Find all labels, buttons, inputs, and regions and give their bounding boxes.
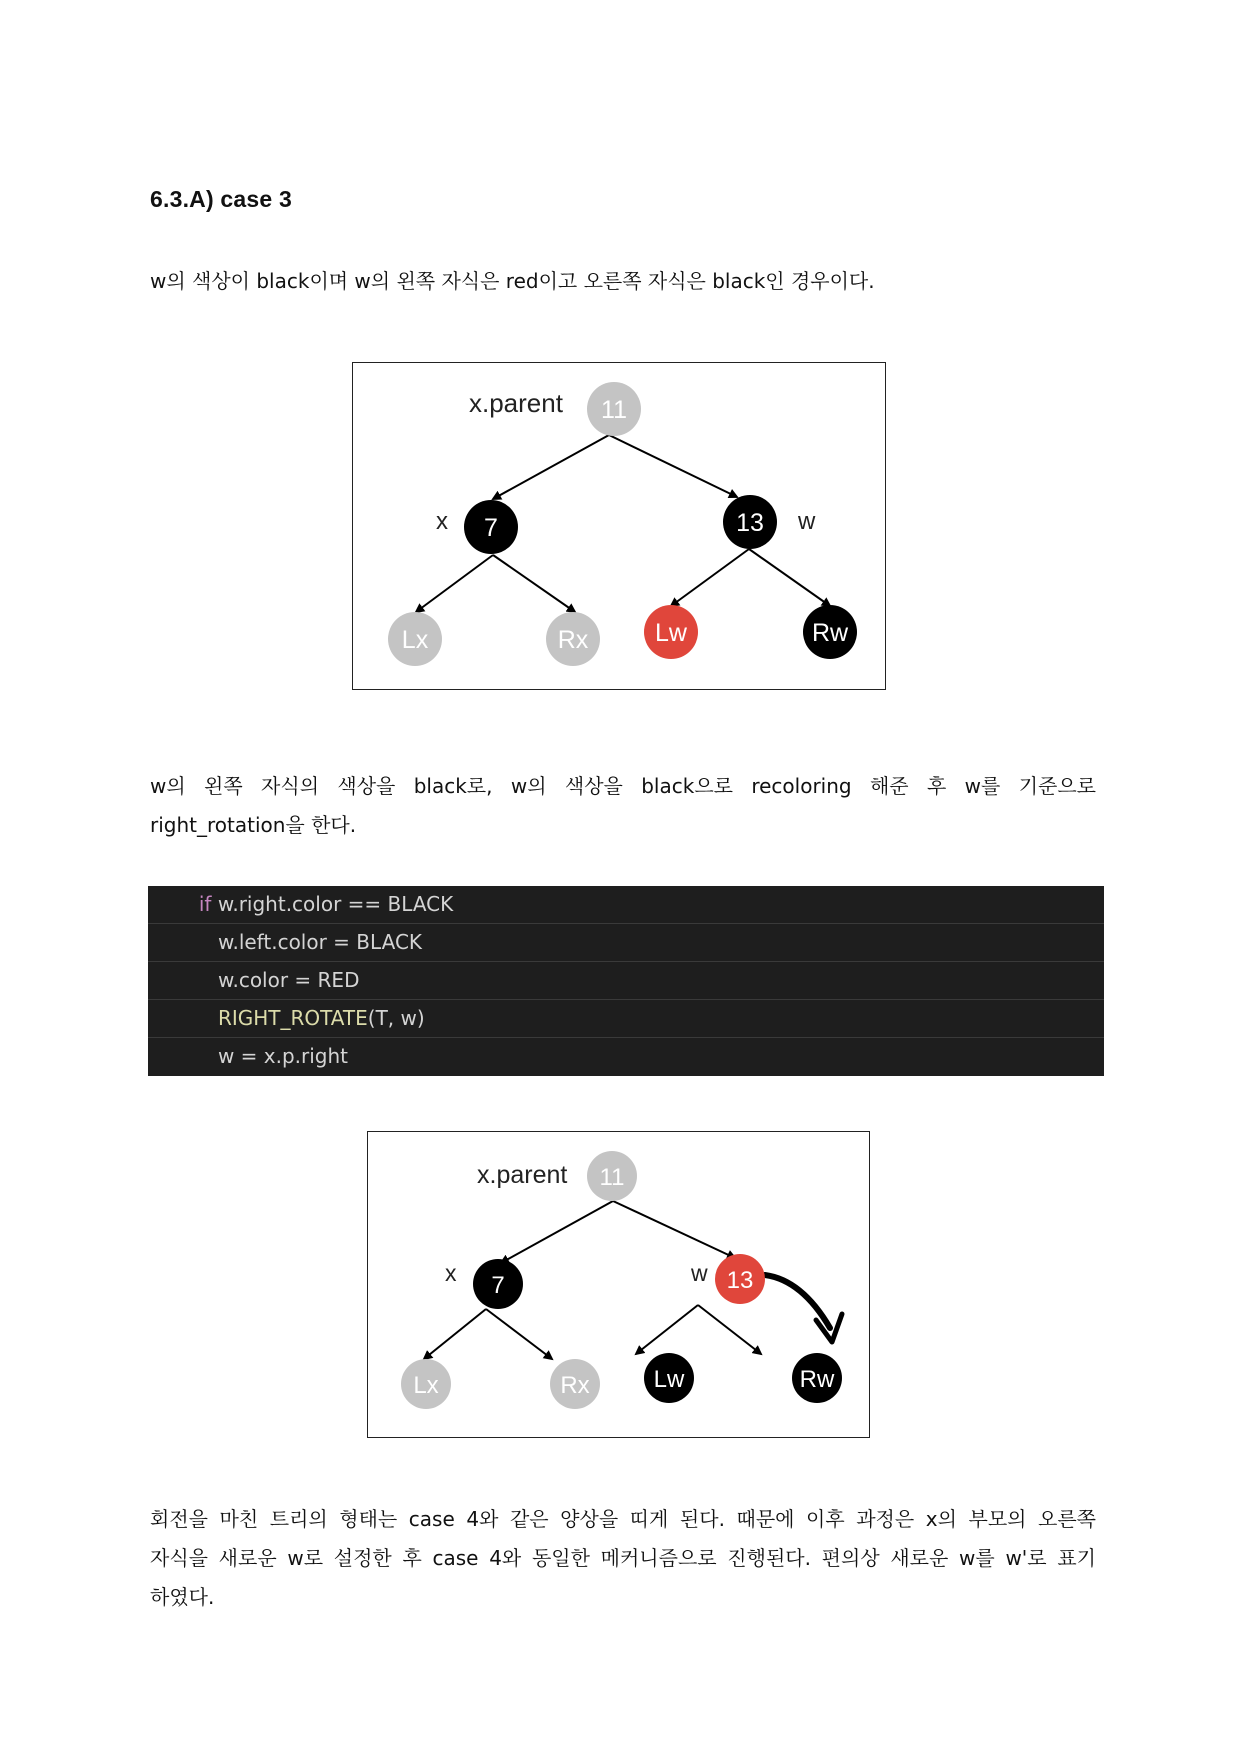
node-Rw (792, 1353, 842, 1403)
node-11-label: 11 (599, 1164, 625, 1191)
node-13-label: 13 (726, 1267, 754, 1294)
tree-diagram-after (368, 1132, 871, 1439)
node-11 (587, 1151, 637, 1201)
rotation-arrow-icon (765, 1275, 830, 1328)
pseudocode-block (148, 886, 1104, 1076)
node-Lx (388, 612, 442, 666)
edge-11-13 (609, 435, 737, 497)
node-Rx (550, 1359, 600, 1409)
tree-diagram-before (353, 363, 887, 691)
label-w: w (691, 1260, 708, 1286)
edge-13-Lw (636, 1305, 698, 1354)
node-Rw (803, 605, 857, 659)
conclusion-paragraph (150, 1500, 1096, 1617)
edge-11-7 (493, 435, 609, 499)
edge-13-Rw (749, 549, 830, 606)
label-w: w (798, 508, 816, 535)
node-Lx-label: Lx (401, 626, 429, 654)
node-11-label: 11 (601, 396, 627, 424)
node-Rx-label: Rx (560, 1372, 590, 1399)
node-11 (587, 382, 641, 436)
code-line-1: if w.right.color == BLACK (148, 886, 1104, 924)
node-Rw-label: Rw (811, 619, 849, 647)
node-7-label: 7 (484, 514, 498, 542)
code-keyword-if: if (198, 892, 212, 916)
node-13-label: 13 (736, 509, 764, 537)
node-Lw (644, 1353, 694, 1403)
conclusion-line1: 회전을 마친 트리의 형태는 case 4와 같은 양상을 띠게 된다. 때문에 이후 과정은 x의 부모의 오른쪽 (150, 1507, 1096, 1531)
node-Rx (546, 612, 600, 666)
step-text-line2: right_rotation을 한다. (150, 813, 357, 837)
node-Lw (644, 605, 698, 659)
code-line-3: w.color = RED (148, 962, 1104, 1000)
label-x-parent: x.parent (469, 388, 563, 418)
section-heading: 6.3.A) case 3 (150, 186, 292, 212)
node-Lw-label: Lw (653, 1366, 685, 1393)
node-Rw-label: Rw (799, 1366, 835, 1393)
edge-7-Rx (493, 555, 575, 612)
label-x: x (445, 1260, 457, 1286)
step-text-line1: w의 왼쪽 자식의 색상을 black로, w의 색상을 black으로 recoloring 해준 후 w를 기준으로 (150, 774, 1096, 798)
intro-paragraph (150, 262, 1096, 301)
node-Lx (401, 1359, 451, 1409)
code-line-4: RIGHT_ROTATE(T, w) (148, 1000, 1104, 1038)
node-7 (464, 500, 518, 554)
intro-text: w의 색상이 black이며 w의 왼쪽 자식은 red이고 오른쪽 자식은 black인 경우이다. (150, 269, 875, 293)
edge-11-13 (613, 1201, 735, 1258)
edge-13-Lw (671, 549, 749, 606)
edge-13-Rw (698, 1305, 761, 1354)
label-x: x (436, 508, 448, 535)
code-line-2: w.left.color = BLACK (148, 924, 1104, 962)
label-x-parent: x.parent (477, 1161, 568, 1189)
node-Rx-label: Rx (557, 626, 589, 654)
node-Lx-label: Lx (413, 1372, 439, 1399)
node-13 (715, 1254, 765, 1304)
edge-7-Rx (486, 1309, 552, 1359)
node-Lw-label: Lw (655, 619, 687, 647)
tree-figure-before (352, 362, 886, 690)
code-function-right-rotate: RIGHT_ROTATE (217, 1006, 368, 1030)
conclusion-line3: 하였다. (150, 1585, 215, 1609)
node-7-label: 7 (491, 1272, 505, 1299)
code-line-5: w = x.p.right (217, 1044, 349, 1068)
conclusion-line2: 자식을 새로운 w로 설정한 후 case 4와 동일한 메커니즘으로 진행된다. 편의상 새로운 w를 w'로 표기 (150, 1546, 1096, 1570)
tree-figure-after (367, 1131, 870, 1438)
edge-11-7 (501, 1201, 613, 1263)
edge-7-Lx (416, 555, 493, 612)
step-paragraph (150, 767, 1096, 845)
edge-7-Lx (424, 1309, 486, 1359)
node-13 (723, 495, 777, 549)
node-7 (473, 1259, 523, 1309)
